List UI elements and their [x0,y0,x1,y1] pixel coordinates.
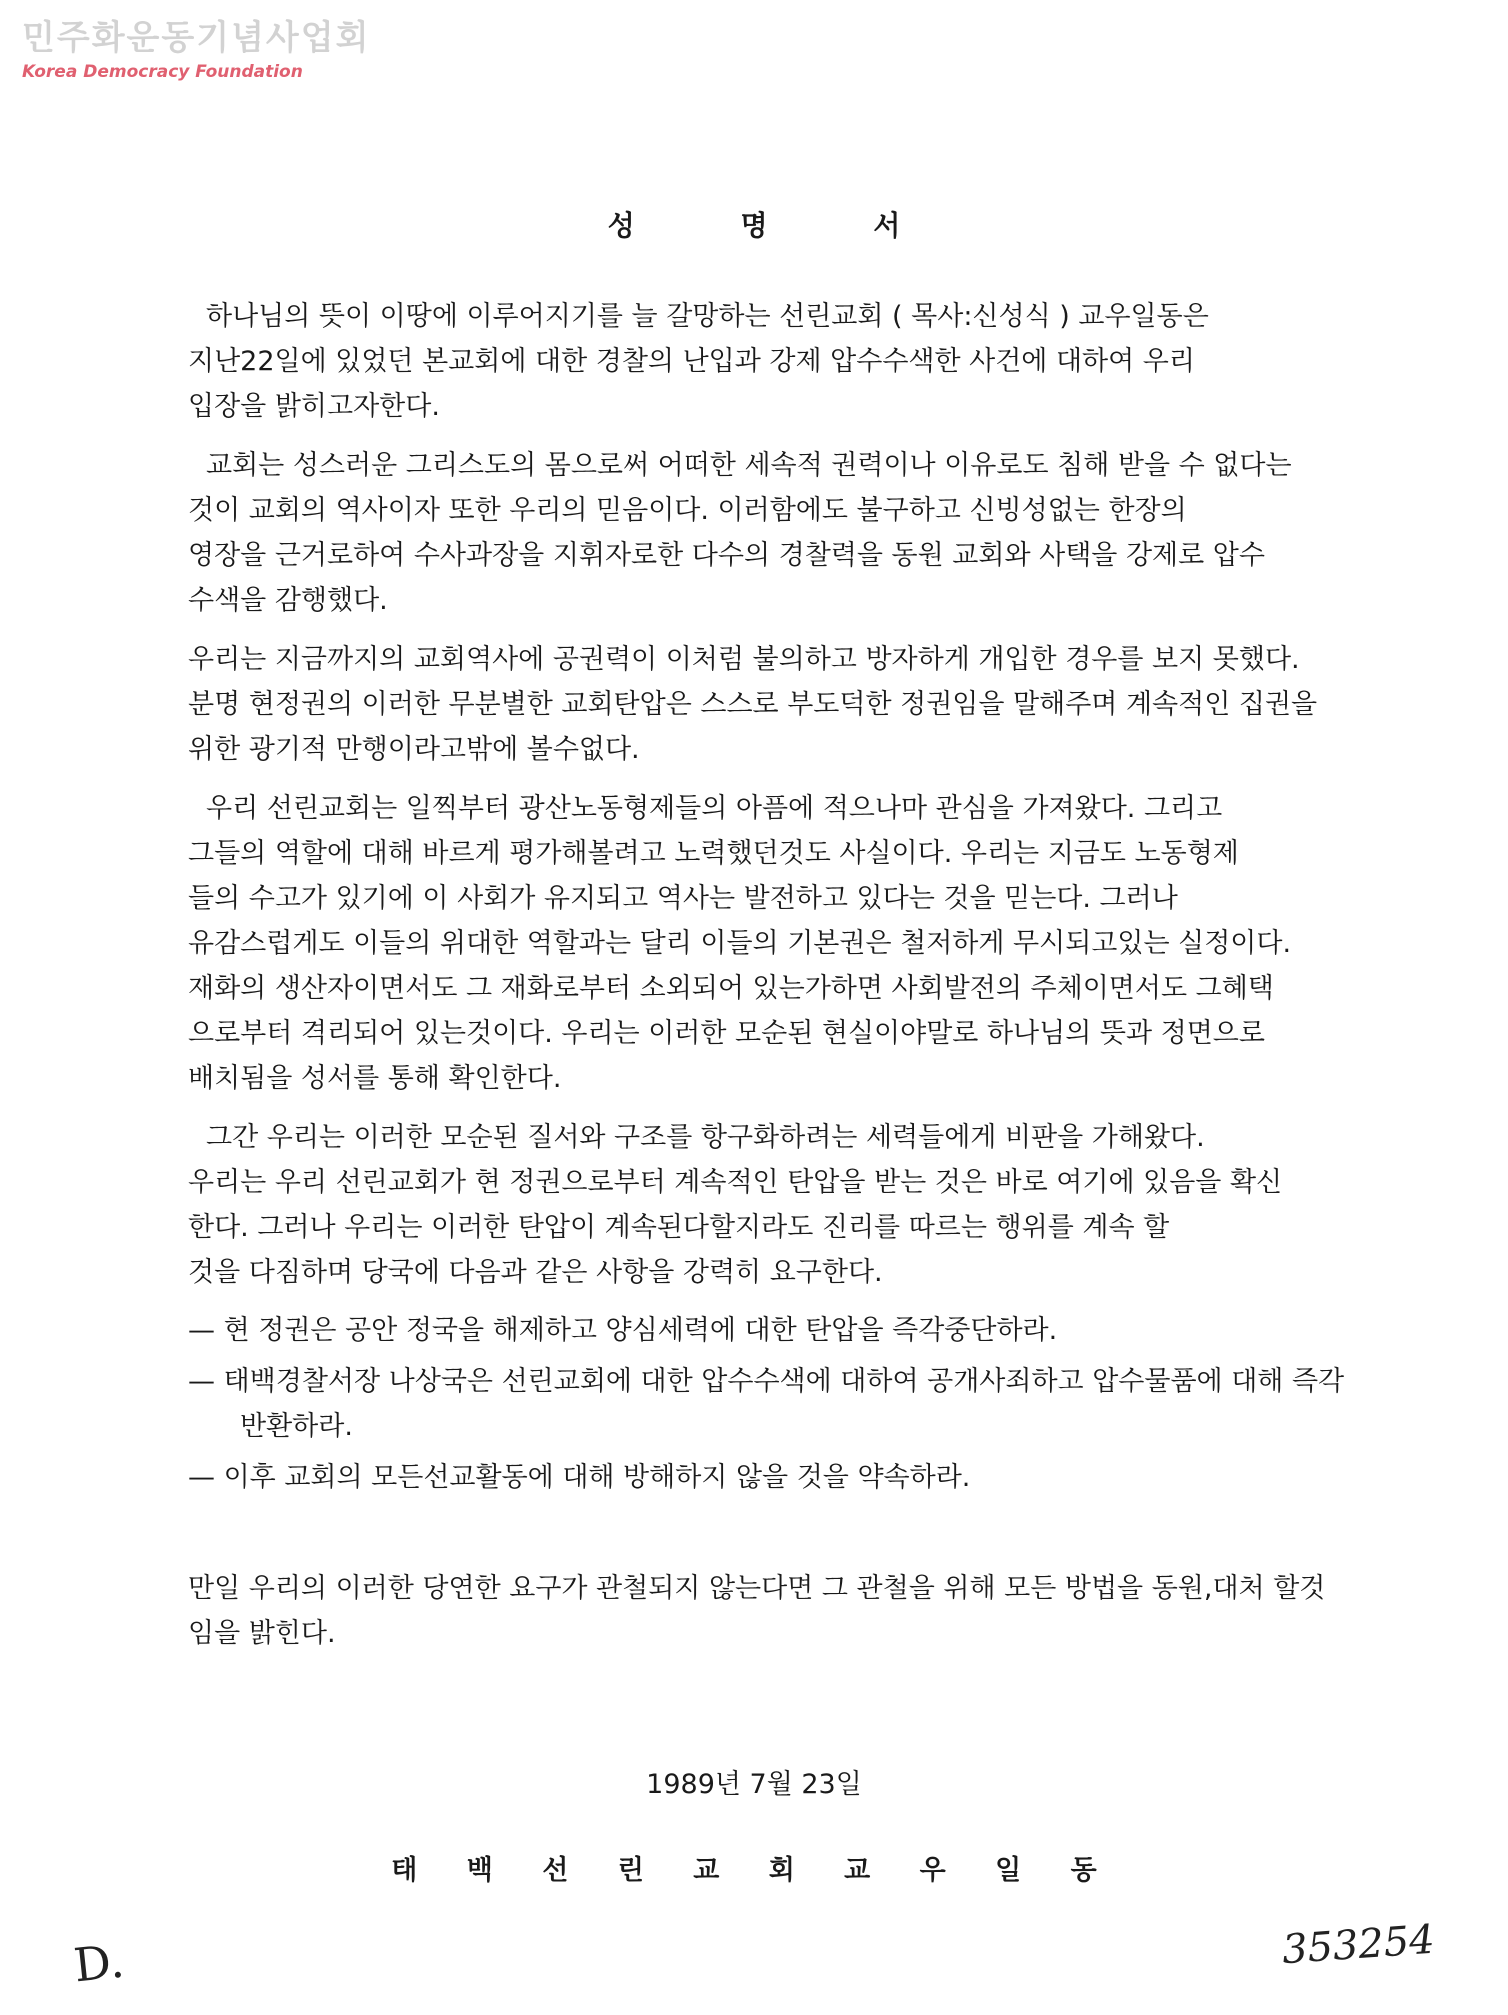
paragraph-3 [188,637,1348,772]
text-line: 들의 수고가 있기에 이 사회가 유지되고 역사는 발전하고 있다는 것을 믿는다. 그러나 [188,883,1178,914]
demands-list [188,1308,1348,1506]
closing-statement: 만일 우리의 이러한 당연한 요구가 관철되지 않는다면 그 관철을 위해 모든 방법을 동원,대처 할것임을 밝힌다. [188,1573,1326,1649]
text-line: 분명 현정권의 이러한 무분별한 교회탄압은 스스로 부도덕한 정권임을 말해주며 계속적인 집권을 [188,689,1318,720]
text-line: 으로부터 격리되어 있는것이다. 우리는 이러한 모순된 현실이야말로 하나님의 뜻과 정면으로 [188,1018,1265,1049]
text-line: 입장을 밝히고자한다. [188,391,440,422]
paragraph-1 [188,294,1348,429]
text-line: 것이 교회의 역사이자 또한 우리의 믿음이다. 이러함에도 불구하고 신빙성없는 한장의 [188,495,1187,526]
text-line: 그들의 역할에 대해 바르게 평가해볼려고 노력했던것도 사실이다. 우리는 지금도 노동형제 [188,838,1239,869]
watermark-english: Korea Democracy Foundation [22,62,303,82]
paragraph-4 [188,786,1348,1101]
paragraph-2 [188,443,1348,623]
text-line: 그간 우리는 이러한 모순된 질서와 구조를 항구화하려는 세력들에게 비판을 가해왔다. [206,1122,1205,1153]
text-line: 위한 광기적 만행이라고밖에 볼수없다. [188,734,640,765]
signature: 태 백 선 린 교 회 교 우 일 동 [391,1855,1117,1886]
text-line: 한다. 그러나 우리는 이러한 탄압이 계속된다할지라도 진리를 따르는 행위를 계속 할 [188,1212,1170,1243]
text-line: 것을 다짐하며 당국에 다음과 같은 사항을 강력히 요구한다. [188,1257,883,1288]
document-title: 성 명 서 [607,209,949,242]
text-line: 우리는 우리 선린교회가 현 정권으로부터 계속적인 탄압을 받는 것은 바로 여기에 있음을 확신 [188,1167,1283,1198]
text-line: 재화의 생산자이면서도 그 재화로부터 소외되어 있는가하면 사회발전의 주체이면서도 그혜택 [188,973,1274,1004]
paragraph-5 [188,1115,1348,1295]
text-line: 유감스럽게도 이들의 위대한 역할과는 달리 이들의 기본권은 철저하게 무시되고있는 실정이다. [188,928,1292,959]
demand-item: — 이후 교회의 모든선교활동에 대해 방해하지 않을 것을 약속하라. [188,1462,971,1493]
demand-item: — 현 정권은 공안 정국을 해제하고 양심세력에 대한 탄압을 즉각중단하라. [188,1315,1058,1346]
text-line: 하나님의 뜻이 이땅에 이루어지기를 늘 갈망하는 선린교회 ( 목사:신성식 ) 교우일동은 [206,301,1209,332]
text-line: 지난22일에 있었던 본교회에 대한 경찰의 난입과 강제 압수수색한 사건에 대하여 우리 [188,346,1195,377]
document-body [188,294,1348,1309]
demand-item: — 태백경찰서장 나상국은 선린교회에 대한 압수수색에 대하여 공개사죄하고 압수물품에 대해 즉각반환하라. [188,1366,1345,1442]
text-line: 배치됨을 성서를 통해 확인한다. [188,1063,562,1094]
text-line: 수색을 감행했다. [188,585,388,616]
watermark [22,18,370,82]
text-line: 교회는 성스러운 그리스도의 몸으로써 어떠한 세속적 권력이나 이유로도 침해 받을 수 없다는 [206,450,1292,481]
watermark-korean: 민주화운동기념사업회 [22,18,371,58]
handwritten-mark-left: D. [71,1933,127,1993]
handwritten-number: 353254 [1280,1916,1437,1974]
document-date: 1989년 7월 23일 [646,1769,862,1800]
text-line: 영장을 근거로하여 수사과장을 지휘자로한 다수의 경찰력을 동원 교회와 사택을 강제로 압수 [188,540,1265,571]
text-line: 우리는 지금까지의 교회역사에 공권력이 이처럼 불의하고 방자하게 개입한 경우를 보지 못했다. [188,644,1300,675]
text-line: 우리 선린교회는 일찍부터 광산노동형제들의 아픔에 적으나마 관심을 가져왔다. 그리고 [206,793,1223,824]
